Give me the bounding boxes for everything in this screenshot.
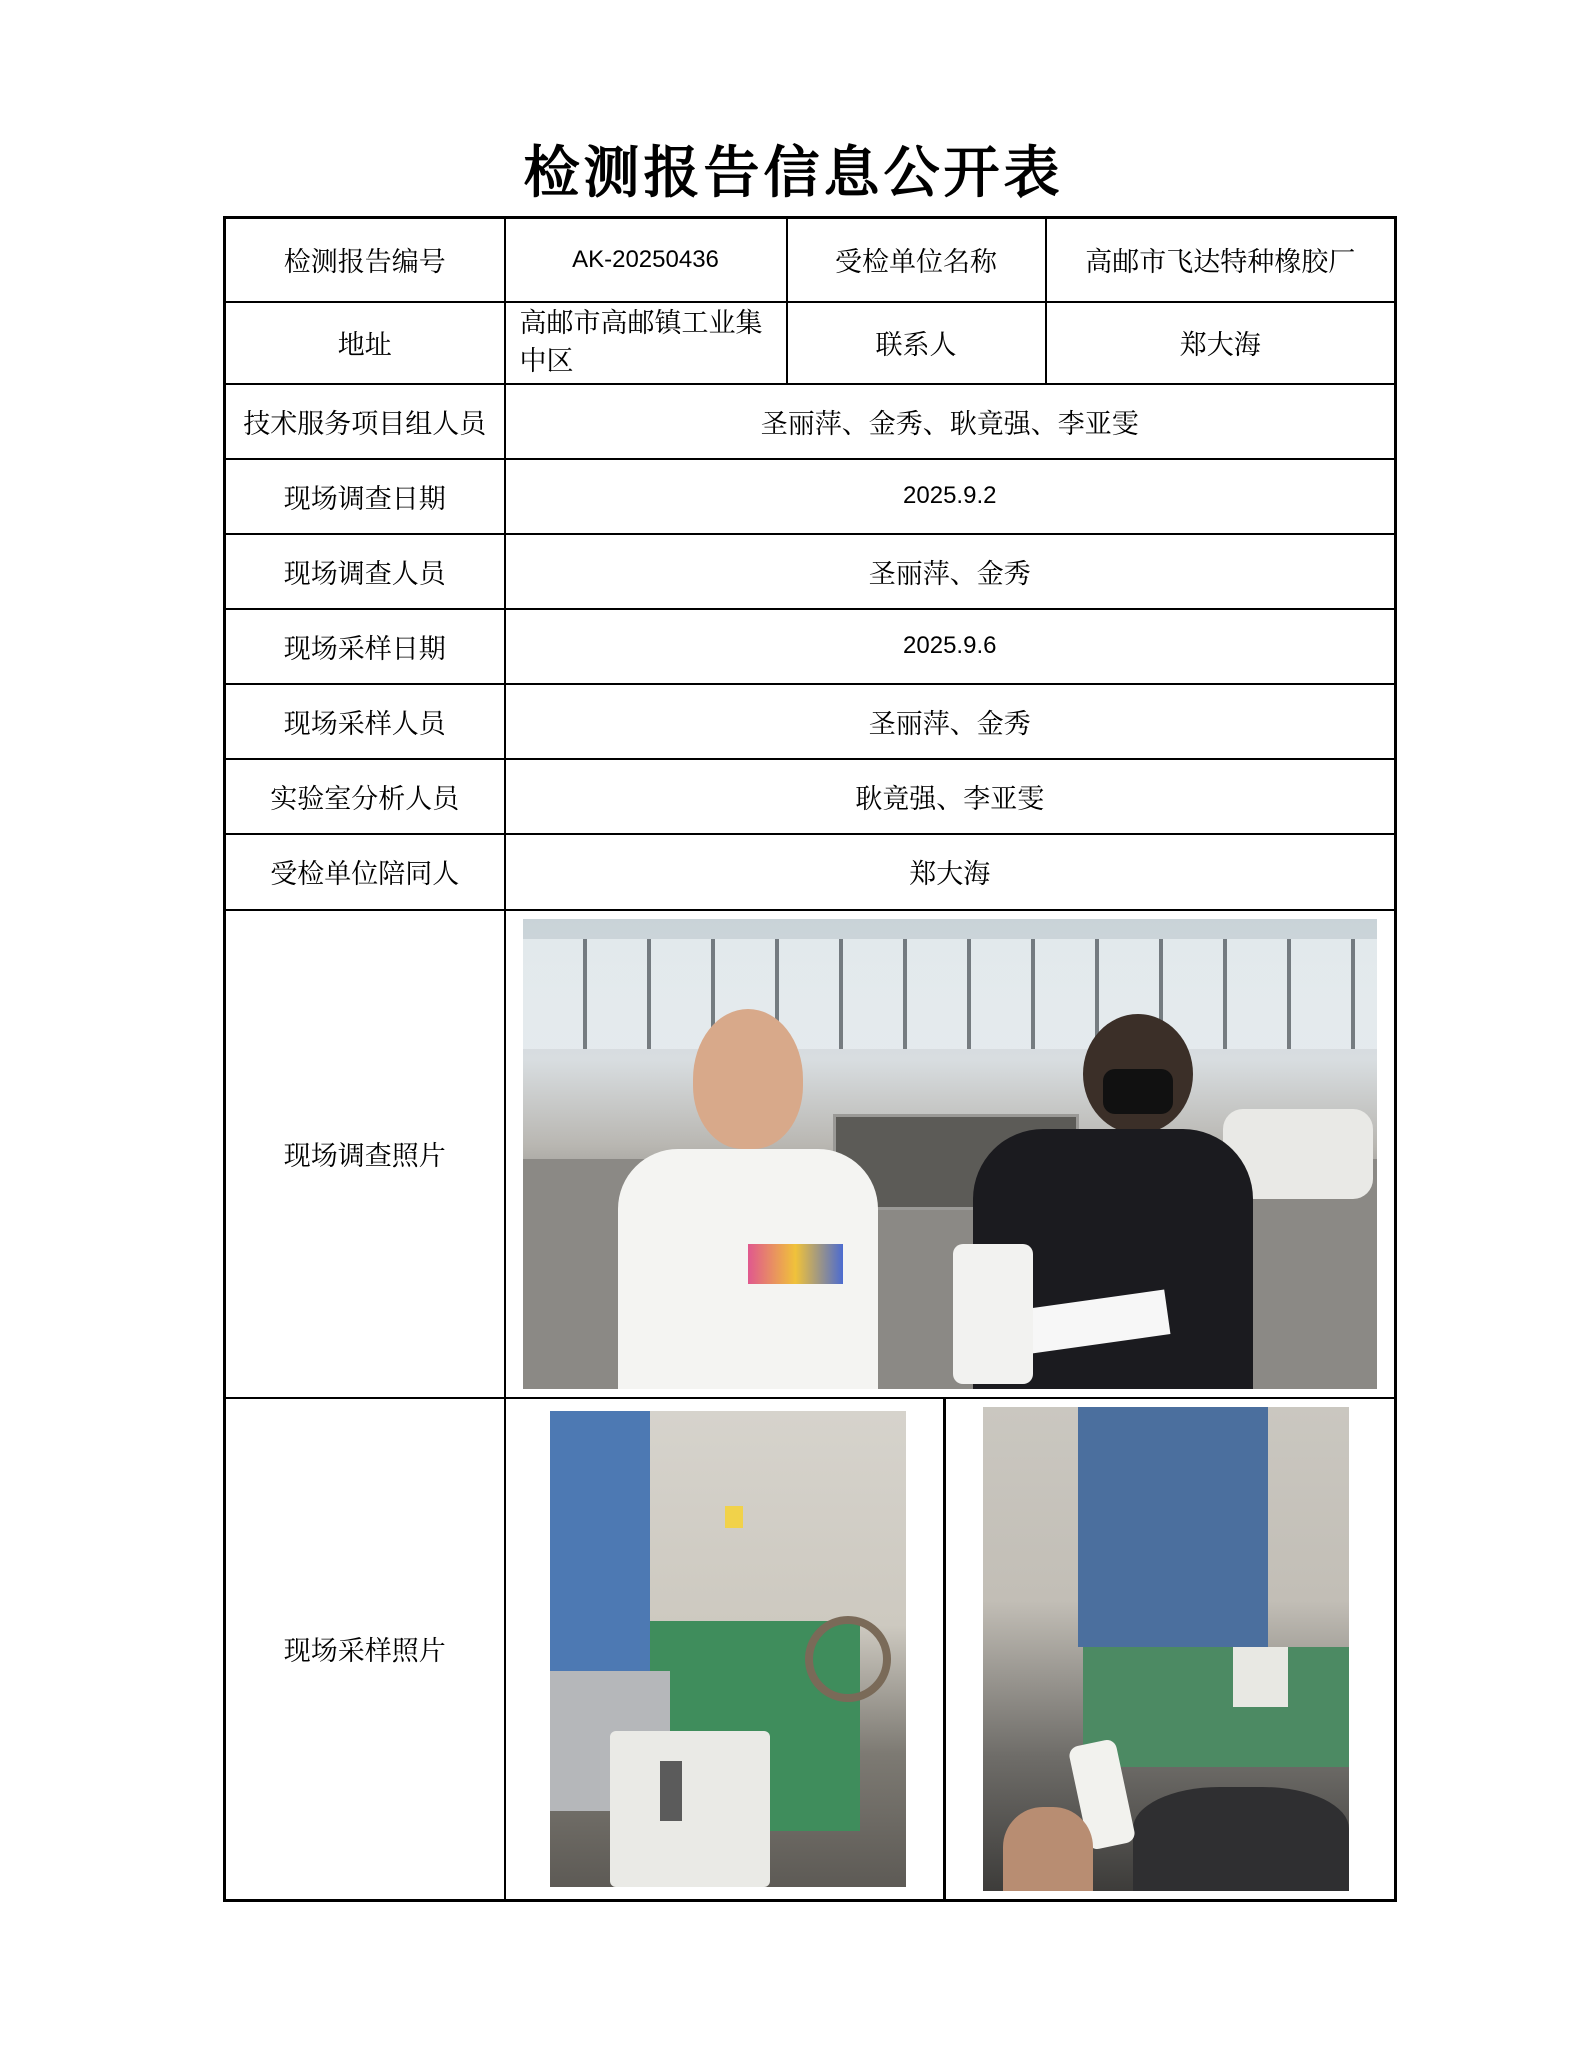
white-bag [953,1244,1033,1384]
survey-photo-cell [505,910,1396,1398]
inspected-unit-label: 受检单位名称 [787,218,1046,302]
photo-divider [943,1399,946,1899]
escort-value: 郑大海 [505,834,1396,910]
woman-mask [1103,1069,1173,1114]
sampling-date-label: 现场采样日期 [225,609,505,684]
team-value: 圣丽萍、金秀、耿竟强、李亚雯 [505,384,1396,459]
inspected-unit-value: 高邮市飞达特种橡胶厂 [1046,218,1396,302]
contact-value: 郑大海 [1046,302,1396,384]
window-band [523,939,1377,1049]
lab-staff-value: 耿竟强、李亚雯 [505,759,1396,834]
report-number-value: AK-20250436 [505,218,787,302]
survey-staff-value: 圣丽萍、金秀 [505,534,1396,609]
sampling-staff-value: 圣丽萍、金秀 [505,684,1396,759]
survey-date-value: 2025.9.2 [505,459,1396,534]
sampling-photo-right [983,1407,1349,1891]
escort-label: 受检单位陪同人 [225,834,505,910]
sampling-photo-left [550,1411,906,1887]
report-info-table [223,216,1397,1902]
rubber-pile [1133,1787,1349,1891]
survey-photo [523,919,1377,1389]
sampling-photo-label: 现场采样照片 [225,1398,505,1901]
hand [1003,1807,1093,1891]
sampling-staff-label: 现场采样人员 [225,684,505,759]
shirt-logo [748,1244,843,1284]
page-title: 检测报告信息公开表 [523,140,1064,206]
warning-sign [725,1506,743,1528]
control-box [1233,1647,1288,1707]
sampling-date-value: 2025.9.6 [505,609,1396,684]
blue-door [550,1411,650,1671]
contact-label: 联系人 [787,302,1046,384]
team-label: 技术服务项目组人员 [225,384,505,459]
sampling-photo-row [514,1407,1387,1891]
lab-staff-label: 实验室分析人员 [225,759,505,834]
machine-wheel [805,1616,891,1702]
man-head [693,1009,803,1149]
survey-date-label: 现场调查日期 [225,459,505,534]
blue-shutter [1078,1407,1268,1647]
address-value: 高邮市高邮镇工业集中区 [505,302,787,384]
report-number-label: 检测报告编号 [225,218,505,302]
meter-handle [660,1761,682,1821]
machine-body [1083,1647,1349,1767]
address-label: 地址 [225,302,505,384]
sampling-photo-cell [505,1398,1396,1901]
survey-photo-label: 现场调查照片 [225,910,505,1398]
noise-meter-case [610,1731,770,1887]
survey-staff-label: 现场调查人员 [225,534,505,609]
